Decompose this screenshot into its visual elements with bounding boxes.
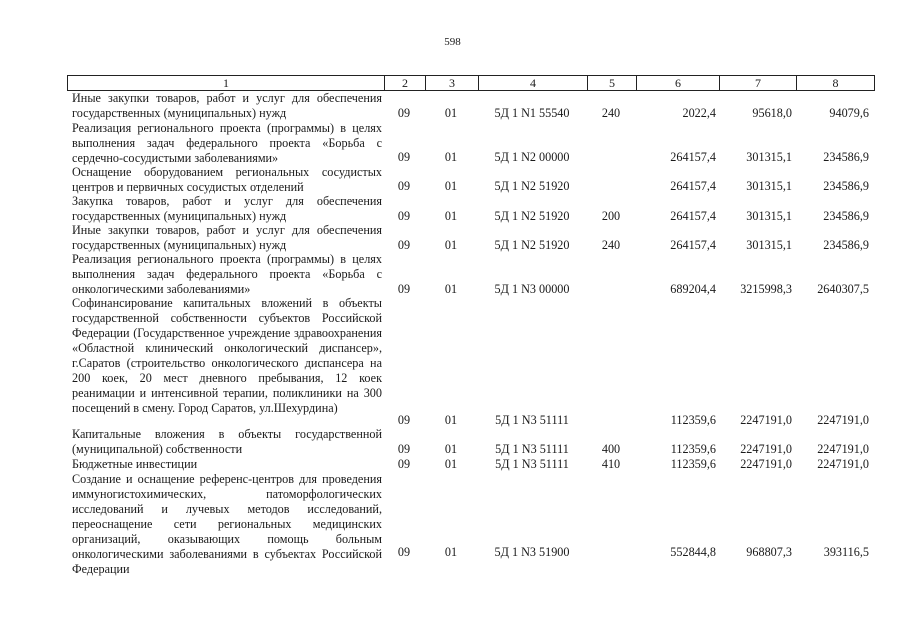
row-section: 09 [397,209,411,223]
row-section: 09 [397,413,411,427]
row-amount-8: 2640307,5 [817,282,869,296]
row-amount-7: 2247191,0 [740,413,792,427]
row-subsection: 01 [444,457,458,471]
row-subsection: 01 [444,150,458,164]
row-description: Создание и оснащение референс-центров для проведения иммуногистохимических, патоморфологических исследований и лучевых методов исследований, переоснащение сети региональных медицинских организаций, оказывающих помощь больным онкологическими заболеваниями в субъектах Российской Федерации [72,472,382,576]
row-description: Реализация регионального проекта (программы) в целях выполнения задач федерального проекта «Борьба с онкологическими заболеваниями» [72,252,382,296]
row-amount-6: 264157,4 [670,209,716,223]
row-target-code: 5Д 1 N3 51111 [495,413,569,427]
row-target-code: 5Д 1 N2 00000 [494,150,570,164]
row-amount-8: 2247191,0 [817,457,869,471]
row-amount-8: 234586,9 [823,150,869,164]
column-header-3: 3 [426,76,479,91]
row-amount-8: 393116,5 [823,545,869,559]
row-amount-7: 301315,1 [746,179,792,193]
page-number: 598 [444,36,461,48]
row-section: 09 [397,442,411,456]
row-amount-8: 234586,9 [823,238,869,252]
row-amount-6: 689204,4 [670,282,716,296]
row-section: 09 [397,238,411,252]
row-section: 09 [397,545,411,559]
row-amount-6: 264157,4 [670,179,716,193]
row-section: 09 [397,179,411,193]
row-amount-8: 94079,6 [829,106,869,120]
row-target-code: 5Д 1 N3 51111 [495,457,569,471]
column-header-4: 4 [479,76,588,91]
row-amount-8: 2247191,0 [817,413,869,427]
row-target-code: 5Д 1 N3 51111 [495,442,569,456]
column-header-8: 8 [797,76,875,91]
row-amount-7: 3215998,3 [740,282,792,296]
row-description: Капитальные вложения в объекты государственной (муниципальной) собственности [72,427,382,456]
row-subsection: 01 [444,238,458,252]
row-description: Оснащение оборудованием региональных сосудистых центров и первичных сосудистых отделений [72,165,382,194]
row-description: Бюджетные инвестиции [72,457,198,471]
row-amount-7: 301315,1 [746,238,792,252]
row-amount-8: 234586,9 [823,209,869,223]
row-subsection: 01 [444,209,458,223]
row-amount-6: 552844,8 [670,545,716,559]
row-section: 09 [397,106,411,120]
row-amount-8: 2247191,0 [817,442,869,456]
row-section: 09 [397,150,411,164]
row-target-code: 5Д 1 N1 55540 [494,106,570,120]
column-header-2: 2 [385,76,426,91]
row-target-code: 5Д 1 N3 00000 [494,282,570,296]
row-amount-7: 95618,0 [752,106,792,120]
row-amount-6: 2022,4 [682,106,716,120]
row-target-code: 5Д 1 N2 51920 [494,209,570,223]
row-expense-type: 400 [601,442,621,456]
row-amount-6: 112359,6 [670,457,716,471]
row-target-code: 5Д 1 N2 51920 [494,238,570,252]
column-header-1: 1 [68,76,385,91]
row-subsection: 01 [444,413,458,427]
row-amount-6: 264157,4 [670,238,716,252]
column-header-5: 5 [588,76,637,91]
column-header-7: 7 [720,76,797,91]
row-section: 09 [397,457,411,471]
row-amount-7: 301315,1 [746,209,792,223]
row-description: Иные закупки товаров, работ и услуг для обеспечения государственных (муниципальных) нужд [72,223,382,252]
row-description: Закупка товаров, работ и услуг для обеспечения государственных (муниципальных) нужд [72,194,382,223]
row-amount-6: 112359,6 [670,413,716,427]
column-header-6: 6 [637,76,720,91]
row-amount-7: 968807,3 [746,545,792,559]
row-expense-type: 200 [601,209,621,223]
row-amount-8: 234586,9 [823,179,869,193]
row-amount-7: 301315,1 [746,150,792,164]
row-description: Иные закупки товаров, работ и услуг для обеспечения государственных (муниципальных) нужд [72,91,382,120]
row-description: Реализация регионального проекта (программы) в целях выполнения задач федерального проекта «Борьба с сердечно-сосудистыми заболеваниями» [72,121,382,165]
row-amount-6: 264157,4 [670,150,716,164]
row-target-code: 5Д 1 N2 51920 [494,179,570,193]
row-amount-7: 2247191,0 [740,442,792,456]
row-description: Софинансирование капитальных вложений в объекты государственной собственности субъектов Российской Федерации (Государственное учреждение здравоохранения «Областной клинический онкологический диспансер», г.Саратов (строительство онкологического диспансера на 200 коек, 20 мест дневного пребывания, 12 коек реанимации и интенсивной терапии, поликлиники на 300 посещений в смену. Город Саратов, ул.Шехурдина) [72,296,382,415]
row-section: 09 [397,282,411,296]
row-subsection: 01 [444,545,458,559]
row-amount-6: 112359,6 [670,442,716,456]
row-expense-type: 240 [601,238,621,252]
row-subsection: 01 [444,442,458,456]
row-target-code: 5Д 1 N3 51900 [494,545,570,559]
row-expense-type: 410 [601,457,621,471]
row-subsection: 01 [444,106,458,120]
row-subsection: 01 [444,179,458,193]
row-amount-7: 2247191,0 [740,457,792,471]
row-subsection: 01 [444,282,458,296]
row-expense-type: 240 [601,106,621,120]
